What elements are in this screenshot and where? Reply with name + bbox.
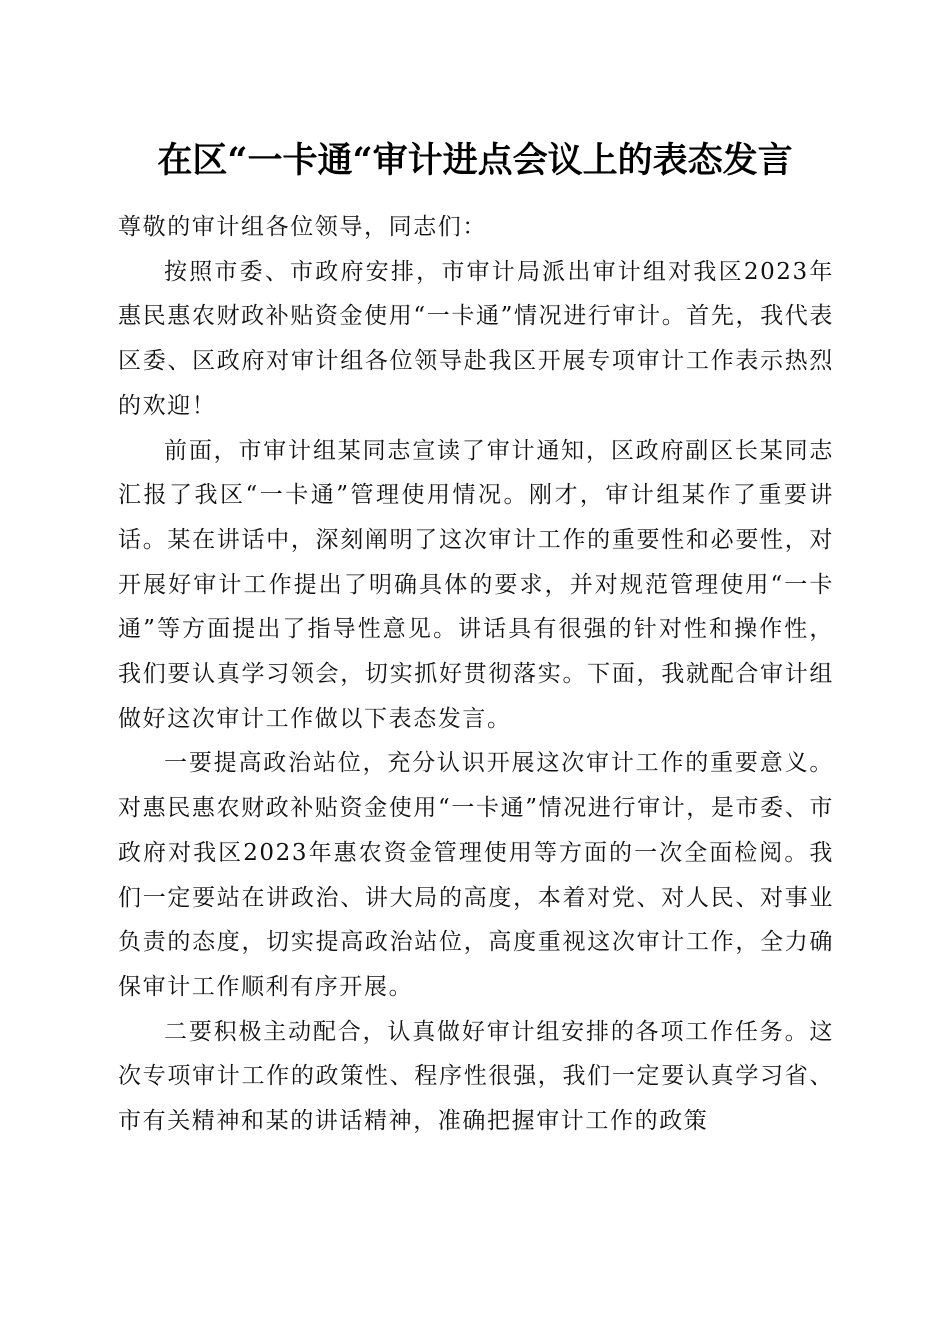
paragraph-1: 按照市委、市政府安排，市审计局派出审计组对我区2023年惠民惠农财政补贴资金使用“一卡通”情况进行审计。首先，我代表区委、区政府对审计组各位领导赴我区开展专项审计工作表示热烈的欢迎！ bbox=[118, 258, 834, 419]
document-body bbox=[118, 205, 834, 1144]
paragraph-3: 一要提高政治站位，充分认识开展这次审计工作的重要意义。对惠民惠农财政补贴资金使用“一卡通”情况进行审计，是市委、市政府对我区2023年惠农资金管理使用等方面的一次全面检阅。我们一定要站在讲政治、讲大局的高度，本着对党、对人民、对事业负责的态度，切实提高政治站位，高度重视这次审计工作，全力确保审计工作顺利有序开展。 bbox=[118, 750, 834, 1000]
document-title: 在区“一卡通“审计进点会议上的表态发言 bbox=[157, 140, 793, 181]
paragraph-2: 前面，市审计组某同志宣读了审计通知，区政府副区长某同志汇报了我区“一卡通”管理使用情况。刚才，审计组某作了重要讲话。某在讲话中，深刻阐明了这次审计工作的重要性和必要性，对开展好审计工作提出了明确具体的要求，并对规范管理使用“一卡通”等方面提出了指导性意见。讲话具有很强的针对性和操作性，我们要认真学习领会，切实抓好贯彻落实。下面，我就配合审计组做好这次审计工作做以下表态发言。 bbox=[118, 437, 834, 732]
paragraph-4: 二要积极主动配合，认真做好审计组安排的各项工作任务。这次专项审计工作的政策性、程序性很强，我们一定要认真学习省、市有关精神和某的讲话精神，准确把握审计工作的政策 bbox=[118, 1018, 834, 1135]
salutation: 尊敬的审计组各位领导，同志们： bbox=[118, 214, 487, 240]
